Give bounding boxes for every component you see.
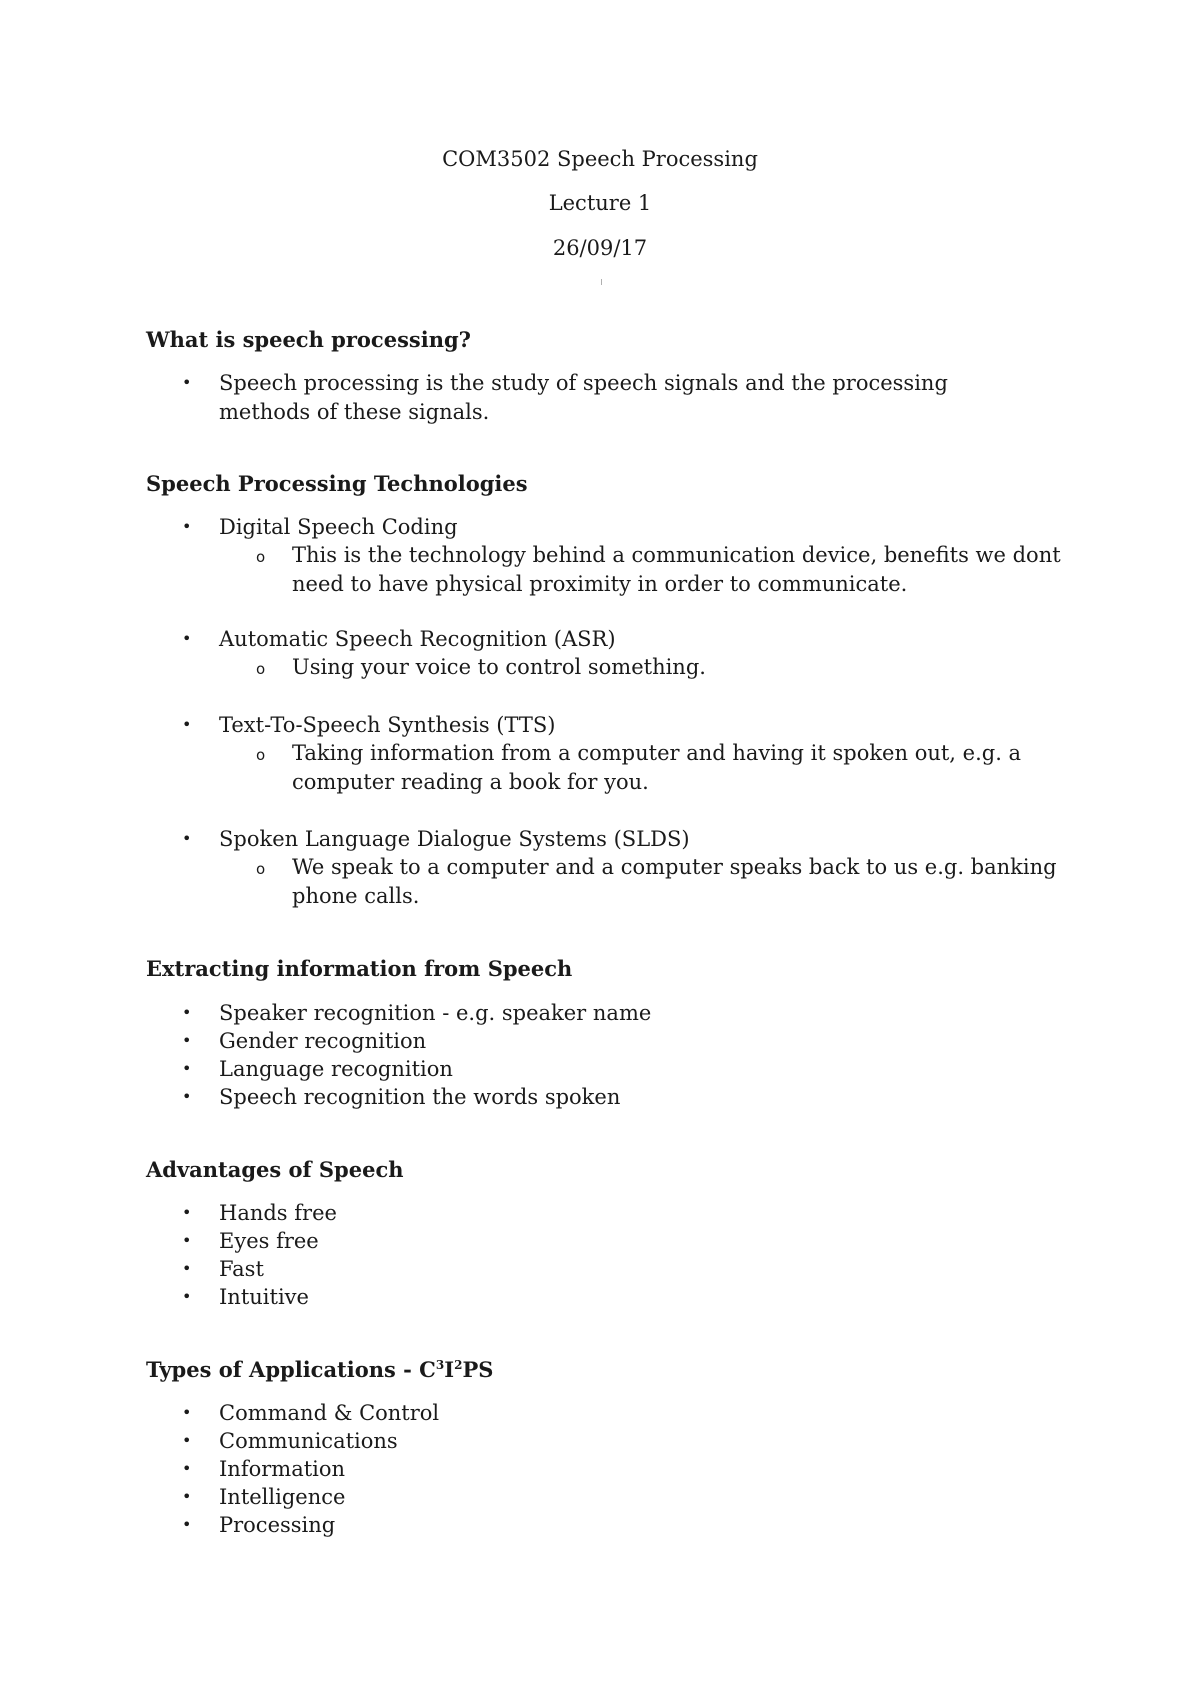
bullet-icon: •	[182, 1203, 192, 1222]
sub-bullet-icon: o	[256, 548, 266, 566]
list-item-text: Spoken Language Dialogue Systems (SLDS)	[219, 827, 690, 851]
heading-mid: I	[444, 1357, 455, 1382]
heading-what-is-speech-processing: What is speech processing?	[146, 327, 471, 352]
list-item-text: Intelligence	[219, 1485, 346, 1509]
list-item-text: Communications	[219, 1429, 398, 1453]
bullet-icon: •	[182, 1003, 192, 1022]
sub-bullet-icon: o	[256, 860, 266, 878]
bullet-icon: •	[182, 517, 192, 536]
bullet-icon: •	[182, 1087, 192, 1106]
sub-list-item-text: Taking information from a computer and having it spoken out, e.g. a computer reading a book for you.	[292, 741, 1022, 794]
list-item-text: Intuitive	[219, 1285, 309, 1309]
superscript-3: 3	[435, 1358, 445, 1372]
list-item-text: Hands free	[219, 1201, 337, 1225]
sub-list-item-text: This is the technology behind a communication device, benefits we dont need to have physical proximity in order to communicate.	[292, 543, 1061, 596]
list-item-text: Speech processing is the study of speech signals and the processing methods of these signals.	[219, 371, 948, 424]
heading-speech-processing-technologies: Speech Processing Technologies	[146, 471, 528, 496]
list-item-text: Processing	[219, 1513, 336, 1537]
list-item-text: Text-To-Speech Synthesis (TTS)	[219, 713, 556, 737]
list-item-text: Language recognition	[219, 1057, 453, 1081]
sub-bullet-icon: o	[256, 660, 266, 678]
bullet-icon: •	[182, 1259, 192, 1278]
sub-list-item-text: We speak to a computer and a computer speaks back to us e.g. banking phone calls.	[292, 855, 1057, 908]
list-item-text: Fast	[219, 1257, 264, 1281]
bullet-icon: •	[182, 1031, 192, 1050]
page-mark	[601, 279, 602, 285]
bullet-icon: •	[182, 629, 192, 648]
list-item-text: Digital Speech Coding	[219, 515, 458, 539]
list-item-text: Command & Control	[219, 1401, 440, 1425]
heading-extracting-information: Extracting information from Speech	[146, 956, 573, 981]
bullet-icon: •	[182, 1515, 192, 1534]
lecture-number: Lecture 1	[548, 191, 652, 215]
bullet-icon: •	[182, 829, 192, 848]
list-item-text: Speech recognition the words spoken	[219, 1085, 621, 1109]
list-item-text: Information	[219, 1457, 346, 1481]
superscript-2: 2	[454, 1358, 463, 1372]
bullet-icon: •	[182, 1287, 192, 1306]
bullet-icon: •	[182, 715, 192, 734]
list-item-text: Speaker recognition - e.g. speaker name	[219, 1001, 652, 1025]
list-item-text: Gender recognition	[219, 1029, 427, 1053]
bullet-icon: •	[182, 373, 192, 392]
sub-bullet-icon: o	[256, 746, 266, 764]
heading-prefix: Types of Applications - C	[146, 1357, 436, 1382]
heading-suffix: PS	[462, 1357, 494, 1382]
bullet-icon: •	[182, 1431, 192, 1450]
sub-list-item-text: Using your voice to control something.	[292, 655, 706, 679]
bullet-icon: •	[182, 1231, 192, 1250]
list-item-text: Automatic Speech Recognition (ASR)	[219, 627, 616, 651]
heading-types-of-applications	[146, 1356, 493, 1384]
heading-advantages-of-speech: Advantages of Speech	[146, 1157, 404, 1182]
course-title: COM3502 Speech Processing	[442, 147, 758, 171]
lecture-date: 26/09/17	[552, 236, 648, 260]
bullet-icon: •	[182, 1487, 192, 1506]
bullet-icon: •	[182, 1059, 192, 1078]
bullet-icon: •	[182, 1403, 192, 1422]
list-item-text: Eyes free	[219, 1229, 319, 1253]
bullet-icon: •	[182, 1459, 192, 1478]
